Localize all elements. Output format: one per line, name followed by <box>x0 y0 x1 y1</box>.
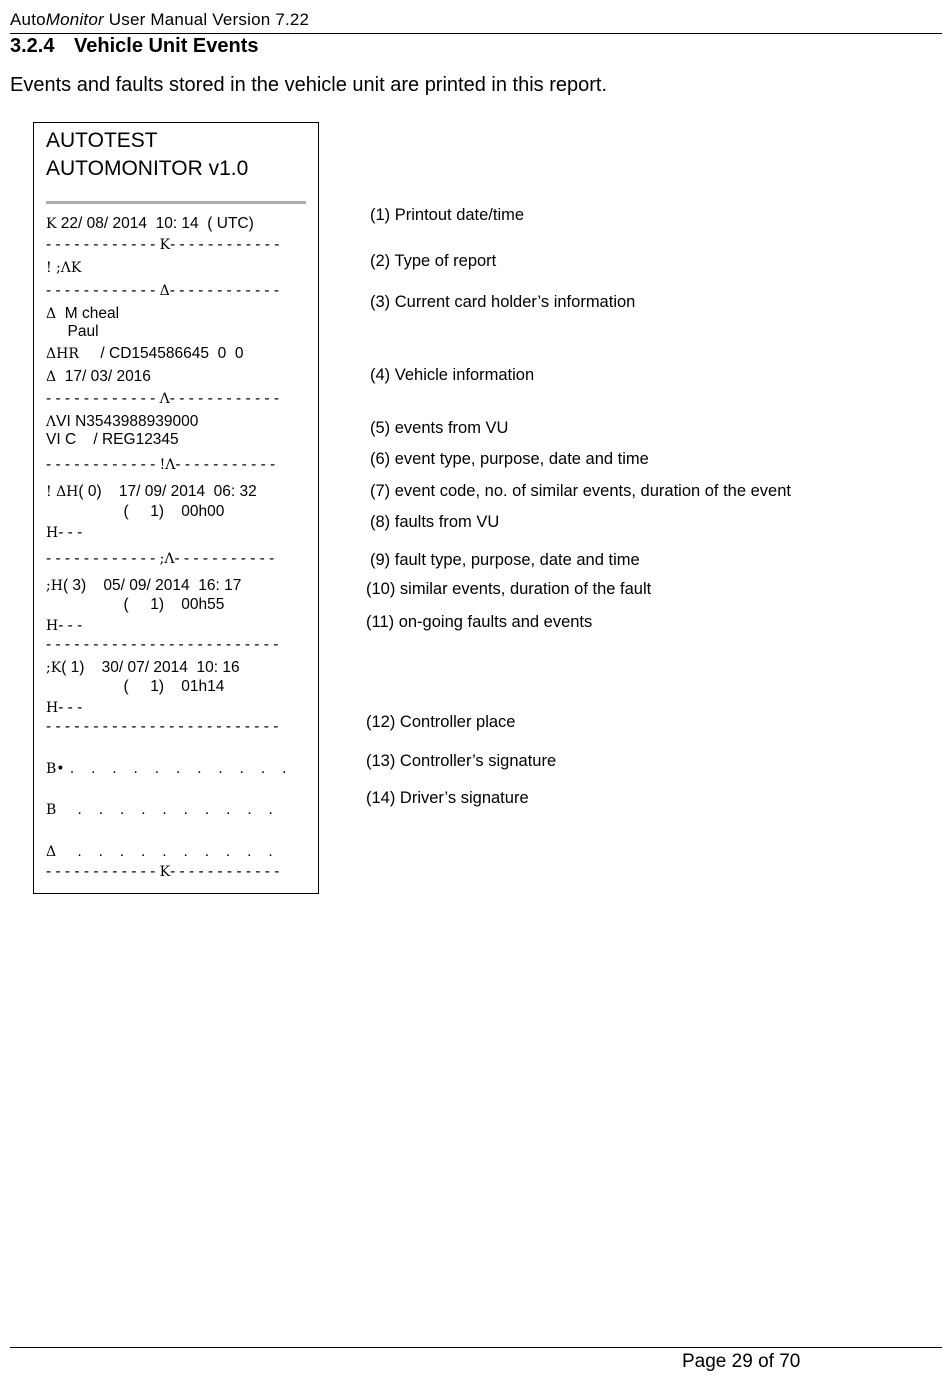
label-14: (14) Driver’s signature <box>366 789 529 807</box>
sep-dashes: - - - - - - - - - - - - <box>169 282 280 299</box>
h-symbol: H <box>46 700 59 716</box>
calendar-symbol: K <box>46 216 57 232</box>
printout-event-line <box>46 483 257 501</box>
printout-controller-sign <box>46 801 274 819</box>
sep-dashes: - - - - - - - - - - - - <box>46 236 160 253</box>
vin: VI N3543988939000 <box>56 413 199 430</box>
label-12: (12) Controller place <box>366 713 516 731</box>
printout-separator <box>46 550 274 568</box>
footer-rule <box>10 1347 942 1348</box>
printout-separator <box>46 236 279 254</box>
sep-dashes: - - - - - - - - - - - - <box>46 550 160 567</box>
sep-symbol: K <box>159 864 171 880</box>
event-symbol: ! ΔH <box>46 484 79 500</box>
h-dashes: - - - <box>58 699 83 716</box>
label-11: (11) on-going faults and events <box>366 613 593 631</box>
label-13: (13) Controller’s signature <box>366 752 557 770</box>
printout-driver-sign <box>46 843 274 861</box>
page-header <box>10 10 309 30</box>
section-number: 3.2.4 <box>10 35 55 57</box>
label-2: (2) Type of report <box>370 252 497 270</box>
fault-symbol: ;H <box>46 578 63 594</box>
card-expiry: 17/ 03/ 2016 <box>56 368 151 385</box>
printout-vrn-line: VI C / REG12345 <box>46 431 179 448</box>
sep-dashes: - - - - - - - - - - - - <box>169 390 280 407</box>
sep-dashes: - - - - - - - - - - - <box>175 456 276 473</box>
label-7: (7) event code, no. of similar events, duration of the event <box>370 482 791 500</box>
printout-fault-2-line <box>46 659 240 677</box>
printout-fault-1-h <box>46 617 82 635</box>
h-symbol: H <box>46 618 59 634</box>
intro-paragraph: Events and faults stored in the vehicle unit are printed in this report. <box>10 74 608 96</box>
signature-dots: . . . . . . . . . . <box>56 801 274 818</box>
label-4: (4) Vehicle information <box>370 366 535 384</box>
sep-dashes: - - - - - - - - - - - - <box>170 236 280 253</box>
sep-dashes: - - - - - - - - - - - - <box>46 456 160 473</box>
driver-symbol: Δ <box>46 369 57 385</box>
sep-dashes: - - - - - - - - - - - - <box>46 282 160 299</box>
controller-place-symbol: B• <box>46 761 65 777</box>
vehicle-symbol: Λ <box>46 414 57 430</box>
sep-dashes: - - - - - - - - - - - - <box>170 863 280 880</box>
fault-symbol: ;K <box>46 660 62 676</box>
h-symbol: H <box>46 525 59 541</box>
header-app-italic: Monitor <box>45 10 104 29</box>
printout-holder-first: Paul <box>46 323 99 340</box>
printout-fault-2-duration: ( 1) 01h14 <box>46 678 225 695</box>
sep-symbol: !Λ <box>159 457 176 473</box>
header-rule <box>10 33 942 34</box>
sep-dashes: - - - - - - - - - - - - <box>46 863 160 880</box>
printout-date-line <box>46 215 254 233</box>
sep-symbol: K <box>159 237 171 253</box>
controller-symbol: B <box>46 802 57 818</box>
sep-dashes: - - - - - - - - - - - - <box>46 390 160 407</box>
h-dashes: - - - <box>58 617 83 634</box>
driver-symbol: Δ <box>46 306 57 322</box>
section-title: Vehicle Unit Events <box>74 35 259 57</box>
printout-place-line <box>46 760 287 778</box>
event-datetime: ( 0) 17/ 09/ 2014 06: 32 <box>78 483 257 500</box>
printout-event-h <box>46 524 82 542</box>
report-type-symbol: ! ;ΛK <box>46 260 82 276</box>
label-6: (6) event type, purpose, date and time <box>370 450 649 468</box>
h-dashes: - - - <box>58 524 83 541</box>
printout-head-2: AUTOMONITOR v1.0 <box>46 157 249 180</box>
printout-separator <box>46 863 279 881</box>
signature-dots: . . . . . . . . . . . <box>64 760 288 777</box>
printout-sample <box>33 122 319 894</box>
printout-date: 22/ 08/ 2014 10: 14 ( UTC) <box>56 215 254 232</box>
printout-separator: - - - - - - - - - - - - - - - - - - - - - - - - - <box>46 718 279 735</box>
printout-fault-2-h <box>46 699 82 717</box>
printout-event-duration: ( 1) 00h00 <box>46 503 225 520</box>
printout-holder-name <box>46 305 119 323</box>
printout-type-line <box>46 259 81 277</box>
printout-separator <box>46 390 279 408</box>
printout-fault-1-duration: ( 1) 00h55 <box>46 596 225 613</box>
label-8: (8) faults from VU <box>370 513 500 531</box>
printout-vin-line <box>46 413 198 431</box>
section-heading <box>10 35 259 58</box>
label-5: (5) events from VU <box>370 419 509 437</box>
label-3: (3) Current card holder’s information <box>370 293 636 311</box>
header-app-prefix: Auto <box>10 10 46 29</box>
card-symbol: ΔHR <box>46 346 79 362</box>
fault-datetime: ( 1) 30/ 07/ 2014 10: 16 <box>61 659 240 676</box>
page-number: Page 29 of 70 <box>682 1351 801 1372</box>
printout-divider <box>46 201 306 204</box>
fault-datetime: ( 3) 05/ 09/ 2014 16: 17 <box>62 577 242 594</box>
printout-head-1: AUTOTEST <box>46 129 158 152</box>
signature-dots: . . . . . . . . . . <box>56 843 274 860</box>
printout-expiry-line <box>46 368 151 386</box>
label-9: (9) fault type, purpose, date and time <box>370 551 640 569</box>
sep-symbol: ;Λ <box>159 551 175 567</box>
holder-surname: M cheal <box>56 305 120 322</box>
printout-separator: - - - - - - - - - - - - - - - - - - - - - - - - - <box>46 636 279 653</box>
header-rest: User Manual Version 7.22 <box>103 10 310 29</box>
printout-separator <box>46 282 279 300</box>
printout-separator <box>46 456 275 474</box>
sep-symbol: Λ <box>159 391 170 407</box>
printout-card-line <box>46 345 243 363</box>
card-number: / CD154586645 0 0 <box>78 345 244 362</box>
sep-symbol: Δ <box>159 283 170 299</box>
label-10: (10) similar events, duration of the fault <box>366 580 652 598</box>
printout-fault-1-line <box>46 577 241 595</box>
driver-symbol: Δ <box>46 844 57 860</box>
sep-dashes: - - - - - - - - - - - <box>174 550 275 567</box>
label-1: (1) Printout date/time <box>370 206 525 224</box>
